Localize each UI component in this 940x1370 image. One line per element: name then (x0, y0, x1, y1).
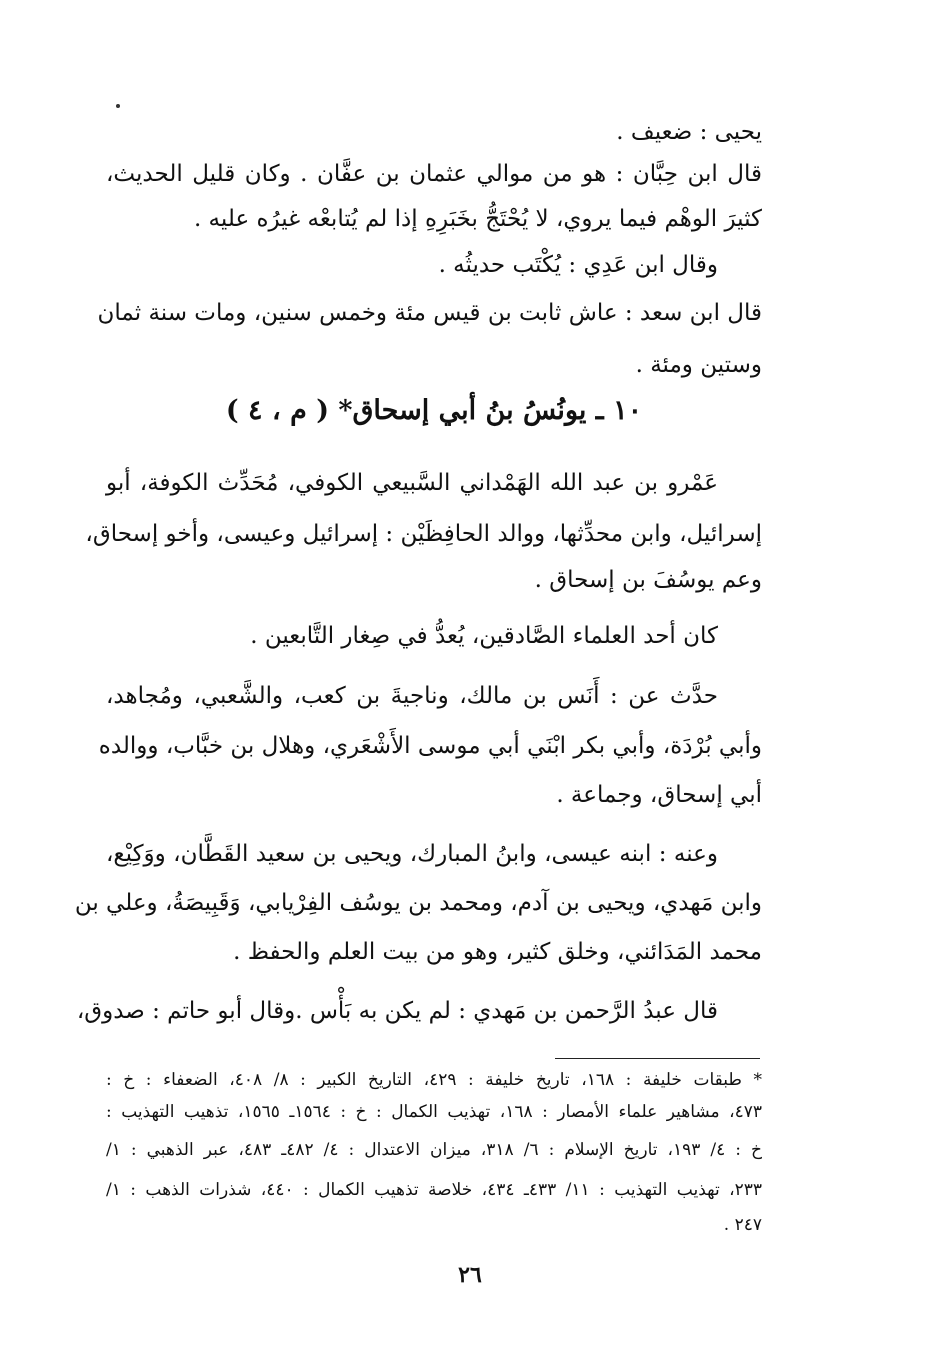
text-line: يحيى : ضعيف . (616, 119, 762, 145)
text-line: وعنه : ابنه عيسى، وابنُ المبارك، ويحيى بن سعيد القَطَّان، ووَكِيْع، (106, 841, 718, 867)
text-line: وستين ومئة . (635, 352, 762, 378)
text-line: عَمْرو بن عبد الله الهَمْداني السَّبيعي الكوفي، مُحَدِّث الكوفة، أبو (106, 470, 718, 496)
text-line: قال عبدُ الرَّحمن بن مَهدي : لم يكن به بَأْس .وقال أبو حاتم : صدوق، (76, 998, 718, 1024)
footnote-separator (555, 1058, 760, 1059)
text-line: محمد المَدَائني، وخلق كثير، وهو من بيت العلم والحفظ . (233, 939, 762, 965)
footnote-line: خ : ٤/ ١٩٣، تاريخ الإسلام : ٦/ ٣١٨، ميزان الاعتدال : ٤/ ٤٨٢ـ ٤٨٣، عبر الذهبي : ١/ (106, 1140, 762, 1160)
scan-speck (116, 104, 120, 108)
page-number: ٢٦ (458, 1262, 482, 1288)
footnote-line: ٢٣٣، تهذيب التهذيب : ١١/ ٤٣٣ـ ٤٣٤، خلاصة تذهيب الكمال : ٤٤٠، شذرات الذهب : ١/ (106, 1180, 762, 1200)
text-line: حدَّث عن : أَنَس بن مالك، وناجيةَ بن كعب، والشَّعبي، ومُجاهد، (106, 683, 718, 709)
footnote-line: ٤٧٣، مشاهير علماء الأمصار : ١٦٨، تهذيب الكمال : خ : ١٥٦٤ـ ١٥٦٥، تذهيب التهذيب : (106, 1102, 763, 1122)
text-line: أبي إسحاق، وجماعة . (556, 782, 762, 808)
text-line: وأبي بُرْدَة، وأبي بكر ابْنَي أبي موسى الأَشْعَري، وهلال بن خبَّاب، ووالده (98, 733, 762, 759)
text-line: قال ابن سعد : عاش ثابت بن قيس مئة وخمس سنين، ومات سنة ثمان (97, 300, 762, 326)
entry-heading: ١٠ ـ يونُسُ بنُ أبي إسحاق* ( م ، ٤ ) (225, 395, 643, 426)
text-line: وقال ابن عَدِي : يُكْتَب حديثُه . (438, 252, 718, 278)
footnote-line: * طبقات خليفة : ١٦٨، تاريخ خليفة : ٤٢٩، التاريخ الكبير : ٨/ ٤٠٨، الضعفاء : خ : (106, 1070, 762, 1090)
text-line: إسرائيل، وابن محدِّثها، ووالد الحافِظَيْن : إسرائيل وعيسى، وأخو إسحاق، (85, 521, 762, 547)
text-line: كثيرَ الوهْم فيما يروي، لا يُحْتَجُّ بخَبَرِهِ إذا لم يُتابعْه غيرُه عليه . (193, 206, 762, 232)
footnote-line: ٢٤٧ . (723, 1215, 762, 1235)
text-line: قال ابن حِبَّان : هو من موالي عثمان بن عفَّان . وكان قليل الحديث، (106, 161, 762, 187)
text-line: كان أحد العلماء الصَّادقين، يُعدُّ في صِغار التَّابعين . (250, 623, 718, 649)
text-line: وابن مَهدي، ويحيى بن آدم، ومحمد بن يوسُف الفِرْيابي، وَقَبِيصَةُ، وعلي بن (74, 890, 762, 916)
text-line: وعم يوسُفَ بن إسحاق . (534, 567, 762, 593)
